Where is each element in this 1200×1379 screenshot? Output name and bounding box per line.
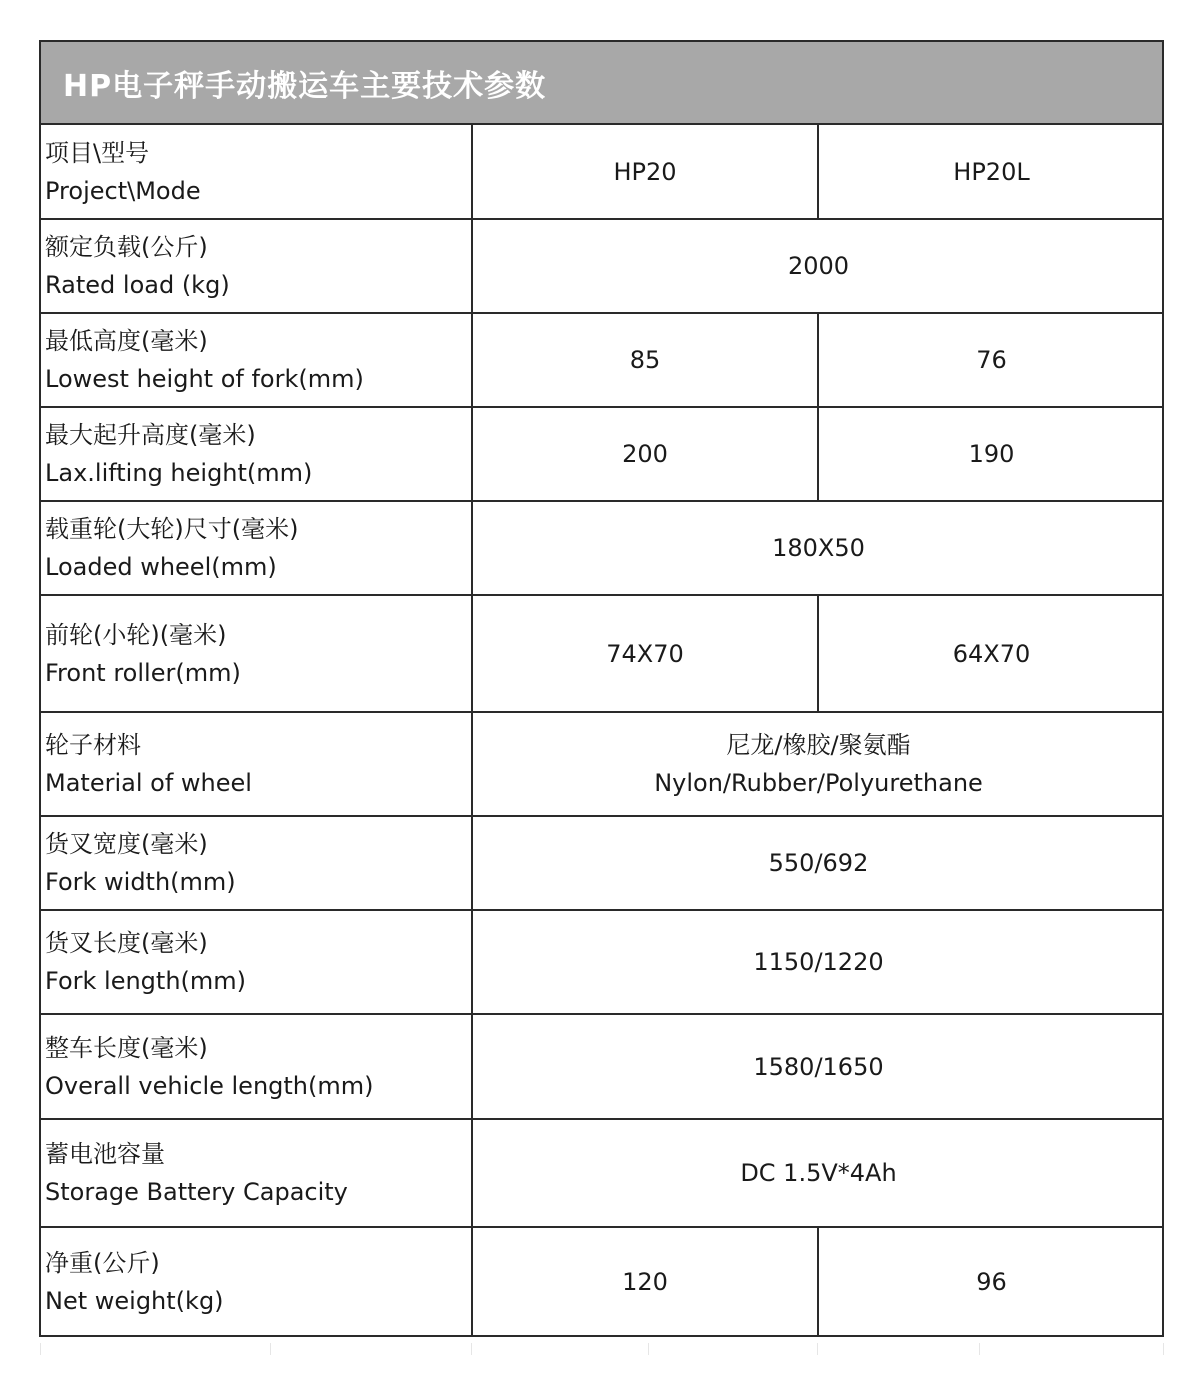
row-label-zh: 货叉长度(毫米) <box>45 929 208 957</box>
row-label-cell <box>41 1014 472 1119</box>
row-value-a: 200 <box>472 407 818 501</box>
row-label-zh: 最低高度(毫米) <box>45 327 208 355</box>
table-row <box>41 501 1164 595</box>
row-label-en: Fork width(mm) <box>45 868 236 896</box>
grid-tick <box>817 1343 818 1355</box>
header-label-en: Project\Mode <box>45 176 201 205</box>
row-label-en: Lax.lifting height(mm) <box>45 459 313 487</box>
row-value-b: 64X70 <box>818 595 1164 712</box>
row-label-zh: 载重轮(大轮)尺寸(毫米) <box>45 515 299 543</box>
row-label-cell <box>41 219 472 313</box>
table-row <box>41 407 1164 501</box>
page-title: HP电子秤手动搬运车主要技术参数 <box>63 68 547 104</box>
grid-tick <box>471 1343 472 1355</box>
row-label-en: Fork length(mm) <box>45 967 247 995</box>
header-label-cell <box>41 125 472 219</box>
row-label-cell <box>41 313 472 407</box>
row-label-zh: 整车长度(毫米) <box>45 1033 208 1062</box>
table-row <box>41 816 1164 910</box>
table-row <box>41 910 1164 1014</box>
grid-tick <box>40 1343 41 1355</box>
row-label-en: Overall vehicle length(mm) <box>45 1071 374 1100</box>
grid-tick <box>1163 1343 1164 1355</box>
row-value: 2000 <box>472 219 1164 313</box>
row-label-zh: 轮子材料 <box>45 731 141 759</box>
faint-gridline-marks <box>0 1343 1200 1355</box>
row-label-cell <box>41 816 472 910</box>
row-label-zh: 货叉宽度(毫米) <box>45 830 208 858</box>
row-value: DC 1.5V*4Ah <box>472 1119 1164 1227</box>
row-value: 180X50 <box>472 501 1164 595</box>
row-label-cell <box>41 910 472 1014</box>
model-a-header: HP20 <box>472 125 818 219</box>
grid-tick <box>979 1343 980 1355</box>
row-label-cell <box>41 1119 472 1227</box>
table-row <box>41 1227 1164 1335</box>
title-bar <box>41 42 1162 125</box>
row-value-a: 74X70 <box>472 595 818 712</box>
row-label-zh: 最大起升高度(毫米) <box>45 421 256 449</box>
row-value: 1580/1650 <box>472 1014 1164 1119</box>
row-label-zh: 前轮(小轮)(毫米) <box>45 620 227 649</box>
table-row <box>41 219 1164 313</box>
table-row <box>41 595 1164 712</box>
row-value-b: 190 <box>818 407 1164 501</box>
row-value-a: 120 <box>472 1227 818 1335</box>
row-label-cell <box>41 1227 472 1335</box>
row-value <box>472 712 1164 816</box>
row-value-zh: 尼龙/橡胶/聚氨酯 <box>726 731 911 759</box>
grid-tick <box>648 1343 649 1355</box>
header-label-zh: 项目\型号 <box>45 138 150 167</box>
row-value: 550/692 <box>472 816 1164 910</box>
table-row <box>41 1119 1164 1227</box>
row-label-en: Material of wheel <box>45 769 252 797</box>
row-label-en: Net weight(kg) <box>45 1286 224 1315</box>
grid-tick <box>270 1343 271 1355</box>
table-row <box>41 1014 1164 1119</box>
row-value-b: 96 <box>818 1227 1164 1335</box>
row-label-cell <box>41 595 472 712</box>
spec-sheet <box>39 40 1164 1337</box>
row-value-en: Nylon/Rubber/Polyurethane <box>654 769 983 797</box>
row-label-cell <box>41 712 472 816</box>
row-label-en: Rated load (kg) <box>45 271 230 299</box>
row-label-zh: 净重(公斤) <box>45 1248 160 1277</box>
table-row <box>41 313 1164 407</box>
row-label-en: Front roller(mm) <box>45 658 241 687</box>
row-label-zh: 额定负载(公斤) <box>45 233 208 261</box>
table-header-row <box>41 125 1164 219</box>
table-row <box>41 712 1164 816</box>
row-label-cell <box>41 501 472 595</box>
spec-table <box>41 125 1164 1335</box>
row-label-cell <box>41 407 472 501</box>
row-value: 1150/1220 <box>472 910 1164 1014</box>
model-b-header: HP20L <box>818 125 1164 219</box>
row-value-a: 85 <box>472 313 818 407</box>
row-label-en: Lowest height of fork(mm) <box>45 365 364 393</box>
row-value-b: 76 <box>818 313 1164 407</box>
row-label-en: Storage Battery Capacity <box>45 1178 348 1206</box>
row-label-en: Loaded wheel(mm) <box>45 553 277 581</box>
row-label-zh: 蓄电池容量 <box>45 1140 165 1168</box>
